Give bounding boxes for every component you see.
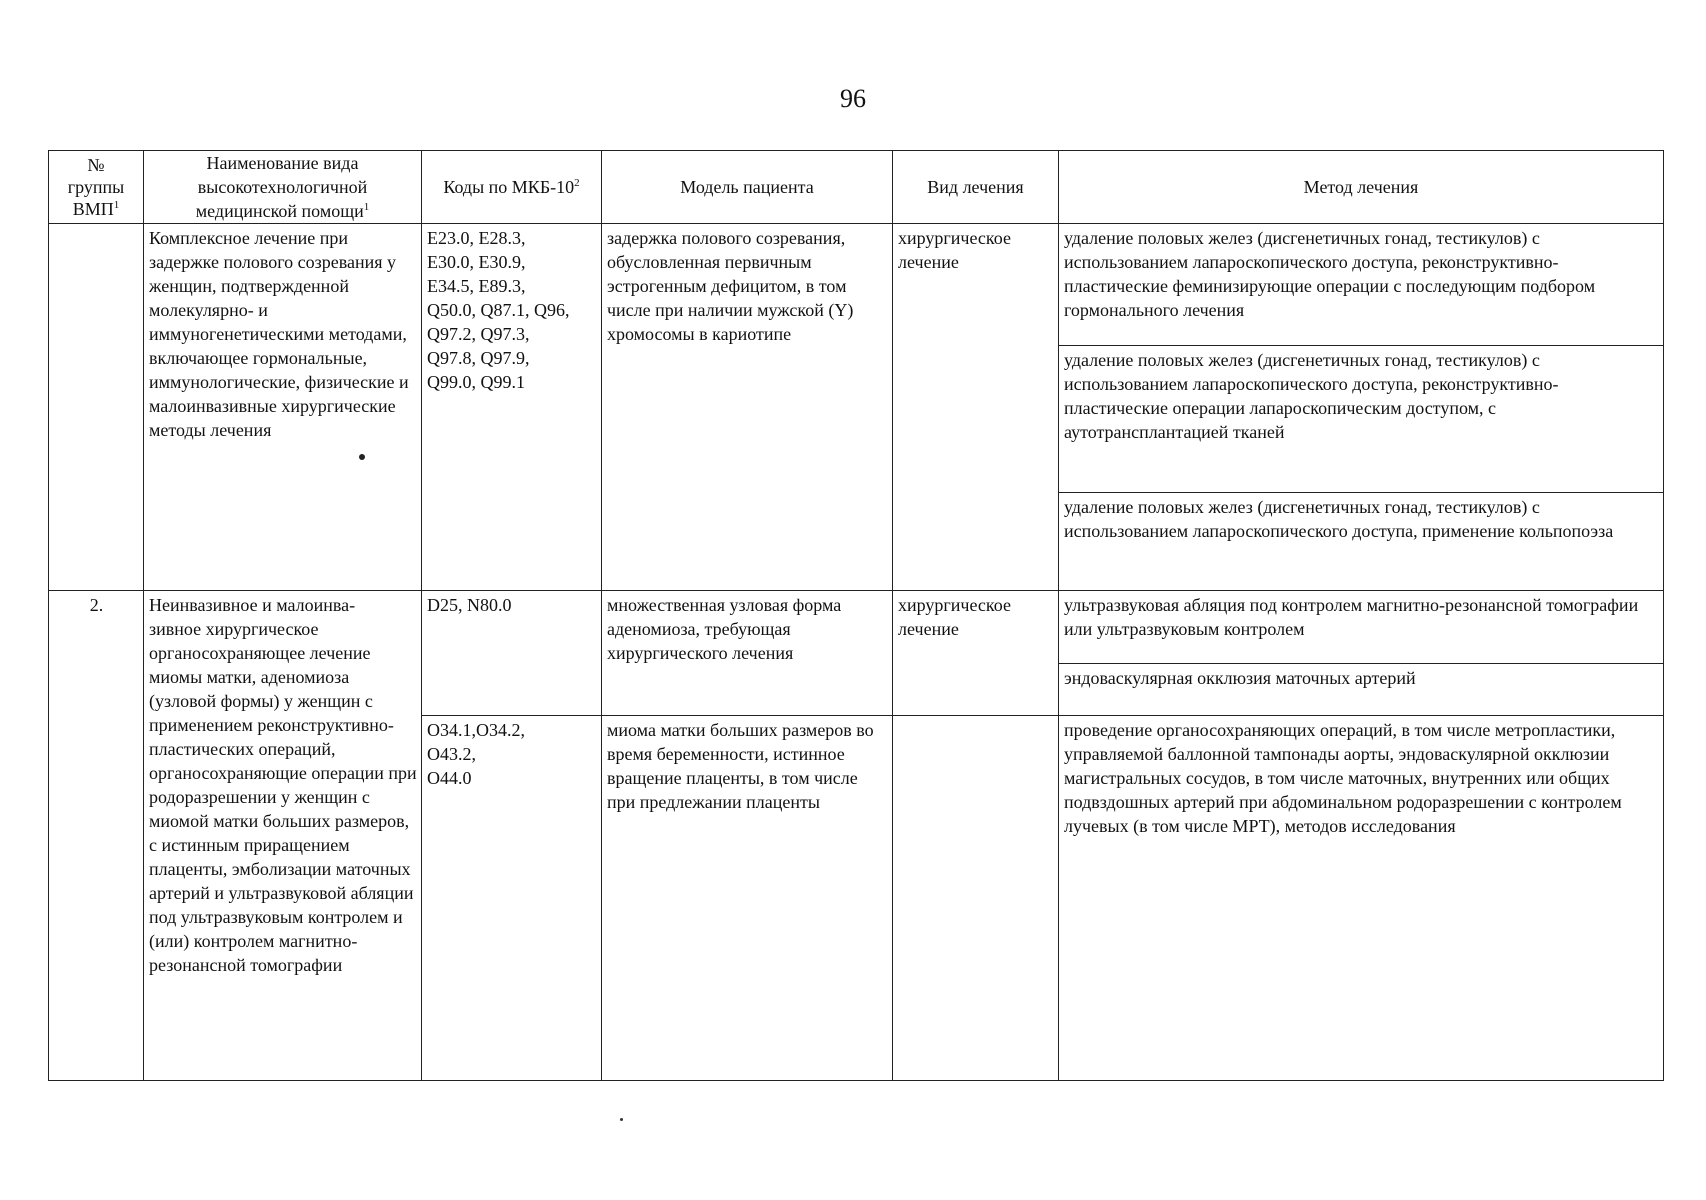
- patient-model-cell: множественная узловая форма аденомиоза, требующая хирургического лечения: [602, 591, 893, 716]
- icd-codes-cell: D25, N80.0: [422, 591, 602, 716]
- page-number: 96: [840, 84, 866, 113]
- header-treatment-method: Метод лечения: [1059, 151, 1664, 224]
- treatment-method-cell: удаление половых желез (дисгенетичных гонад, тестикулов) с использованием лапароскопического доступа, применение кольпопоэза: [1059, 493, 1664, 591]
- group-number-cell: 2.: [49, 591, 144, 1081]
- table-row: [49, 591, 1664, 664]
- patient-model-cell: задержка полового созревания, обусловленная первичным эстрогенным дефицитом, в том числе при наличии мужской (Y) хромосомы в кариотипе: [602, 224, 893, 591]
- treatment-method-cell: эндоваскулярная окклюзия маточных артерий: [1059, 664, 1664, 716]
- vmp-table: [48, 150, 1664, 1081]
- treatment-method-cell: удаление половых желез (дисгенетичных гонад, тестикулов) с использованием лапароскопического доступа, реконструктивно-пластические операции лапароскопическим доступом, с аутотрансплантацией тканей: [1059, 346, 1664, 493]
- header-group-number: № группы ВМП$^1$: [49, 151, 144, 224]
- header-care-type: Наименование вида высокотехнологичной медицинской помощи$^1$: [144, 151, 422, 224]
- treatment-type-cell: [893, 716, 1059, 1081]
- treatment-method-cell: удаление половых желез (дисгенетичных гонад, тестикулов) с использованием лапароскопического доступа, реконструктивно-пластические феминизирующие операции с последующим подбором гормонального лечения: [1059, 224, 1664, 346]
- header-patient-model: Модель пациента: [602, 151, 893, 224]
- treatment-method-cell: проведение органосохраняющих операций, в том числе метропластики, управляемой баллонной тампонады аорты, эндоваскулярной окклюзии магистральных сосудов, в том числе маточных, внутренних или общих подвздошных артерий при абдоминальном родоразрешении с контролем лучевых (в том числе МРТ), методов исследования: [1059, 716, 1664, 1081]
- icd-codes-cell: E23.0, E28.3, E30.0, E30.9, E34.5, E89.3, Q50.0, Q87.1, Q96, Q97.2, Q97.3, Q97.8, Q97.9, Q99.0, Q99.1: [422, 224, 602, 591]
- header-treatment-type: Вид лечения: [893, 151, 1059, 224]
- group-number-cell: [49, 224, 144, 591]
- scan-speck: [620, 1118, 623, 1121]
- bullet-mark: [359, 454, 365, 460]
- care-type-text: Комплексное лечение при задержке полового созревания у женщин, подтвержденной молекулярно- и иммуногенетическими методами, включающее гормональные, иммунологические, физические и малоинвазивные хирургические методы лечения: [149, 228, 409, 440]
- icd-codes-cell: O34.1,O34.2, O43.2, O44.0: [422, 716, 602, 1081]
- patient-model-cell: миома матки больших размеров во время беременности, истинное вращение плаценты, в том числе при предлежании плаценты: [602, 716, 893, 1081]
- header-row: [49, 151, 1664, 224]
- table-row: [49, 224, 1664, 346]
- treatment-type-cell: хирургическое лечение: [893, 224, 1059, 591]
- treatment-method-cell: ультразвуковая абляция под контролем магнитно-резонансной томографии или ультразвуковым контролем: [1059, 591, 1664, 664]
- care-type-cell: Неинвазивное и малоинва- зивное хирургическое органосохраняющее лечение миомы матки, аденомиоза (узловой формы) у женщин с применением реконструктивно-пластических операций, органосохраняющие операции при родоразрешении у женщин с миомой матки больших размеров, с истинным приращением плаценты, эмболизации маточных артерий и ультразвуковой абляции под ультразвуковым контролем и (или) контролем магнитно-резонансной томографии: [144, 591, 422, 1081]
- header-icd-codes: Коды по МКБ-$10^2$: [422, 151, 602, 224]
- care-type-cell: [144, 224, 422, 591]
- treatment-type-cell: хирургическое лечение: [893, 591, 1059, 716]
